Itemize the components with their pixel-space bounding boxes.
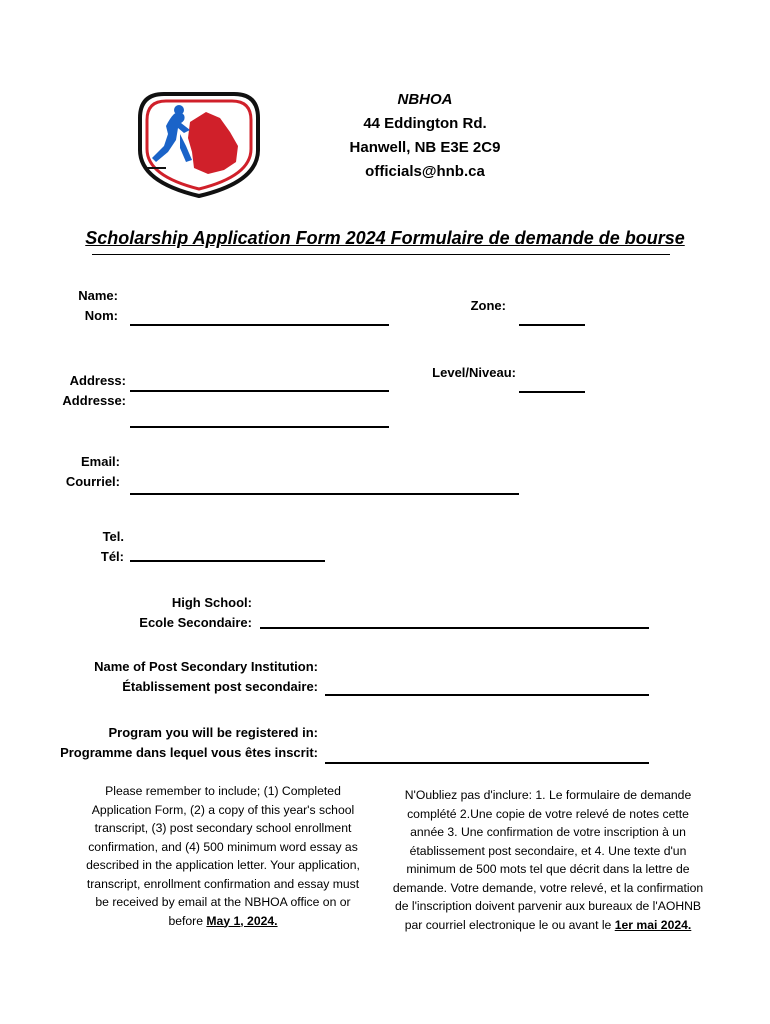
french-instructions <box>392 786 704 934</box>
english-deadline: May 1, 2024. <box>206 913 278 928</box>
tel-input-line[interactable] <box>130 560 325 562</box>
french-instructions-text: N'Oubliez pas d'inclure: 1. Le formulaire de demande complété 2.Une copie de votre relevé de notes cette année 3. Une confirmation de votre inscription à un établissement post secondaire, et 4. Une texte d'un minimum de 500 mots tel que décrit dans la lettre de demande. Votre demande, votre relevé, et la confirmation de l'inscription doivent parvenir aux bureaux de l'AOHNB par courriel electronique le ou avant le <box>392 788 704 932</box>
address-input-line-1[interactable] <box>130 390 389 392</box>
high-school-label <box>100 593 252 633</box>
email-label-en: Email: <box>80 454 120 469</box>
city-address: Hanwell, NB E3E 2C9 <box>349 139 501 156</box>
english-instructions <box>82 782 364 930</box>
high-school-label-en: High School: <box>171 595 252 610</box>
email-label-fr: Courriel: <box>65 474 120 489</box>
zone-input-line[interactable] <box>519 324 585 326</box>
email-input-line[interactable] <box>130 493 519 495</box>
street-address: 44 Eddington Rd. <box>363 115 487 132</box>
name-input-line[interactable] <box>130 324 389 326</box>
tel-label <box>40 527 124 567</box>
tel-label-fr: Tél: <box>100 549 124 564</box>
institution-label-fr: Établissement post secondaire: <box>122 679 318 694</box>
zone-label: Zone: <box>470 298 506 313</box>
email-label <box>30 452 120 492</box>
org-name: NBHOA <box>397 91 453 108</box>
address-label-fr: Addresse: <box>62 393 126 408</box>
institution-label-en: Name of Post Secondary Institution: <box>94 659 318 674</box>
address-label <box>30 371 126 411</box>
tel-label-en: Tel. <box>102 529 124 544</box>
title-divider <box>92 254 670 255</box>
level-label: Level/Niveau: <box>432 365 516 380</box>
high-school-input-line[interactable] <box>260 627 649 629</box>
name-label-en: Name: <box>78 288 118 303</box>
english-instructions-text: Please remember to include; (1) Completed Application Form, (2) a copy of this year's school transcript, (3) post secondary school enrollment confirmation, and (4) 500 minimum word essay as described in the application letter. Your application, transcript, enrollment confirmation and essay must be received by email at the NBHOA office on or before <box>86 784 360 928</box>
header-address <box>320 88 530 184</box>
program-label-fr: Programme dans lequel vous êtes inscrit: <box>60 745 318 760</box>
program-label <box>40 723 318 763</box>
name-label <box>40 286 118 326</box>
nbhoa-crest-logo <box>134 88 264 200</box>
name-label-fr: Nom: <box>84 308 118 323</box>
address-label-en: Address: <box>69 373 126 388</box>
institution-label <box>60 657 318 697</box>
program-label-en: Program you will be registered in: <box>108 725 318 740</box>
contact-email: officials@hnb.ca <box>365 163 485 180</box>
program-input-line[interactable] <box>325 762 649 764</box>
high-school-label-fr: Ecole Secondaire: <box>139 615 252 630</box>
french-deadline: 1er mai 2024. <box>614 917 692 932</box>
institution-input-line[interactable] <box>325 694 649 696</box>
level-input-line[interactable] <box>519 391 585 393</box>
form-title: Scholarship Application Form 2024 Formulaire de demande de bourse <box>85 228 685 248</box>
address-input-line-2[interactable] <box>130 426 389 428</box>
